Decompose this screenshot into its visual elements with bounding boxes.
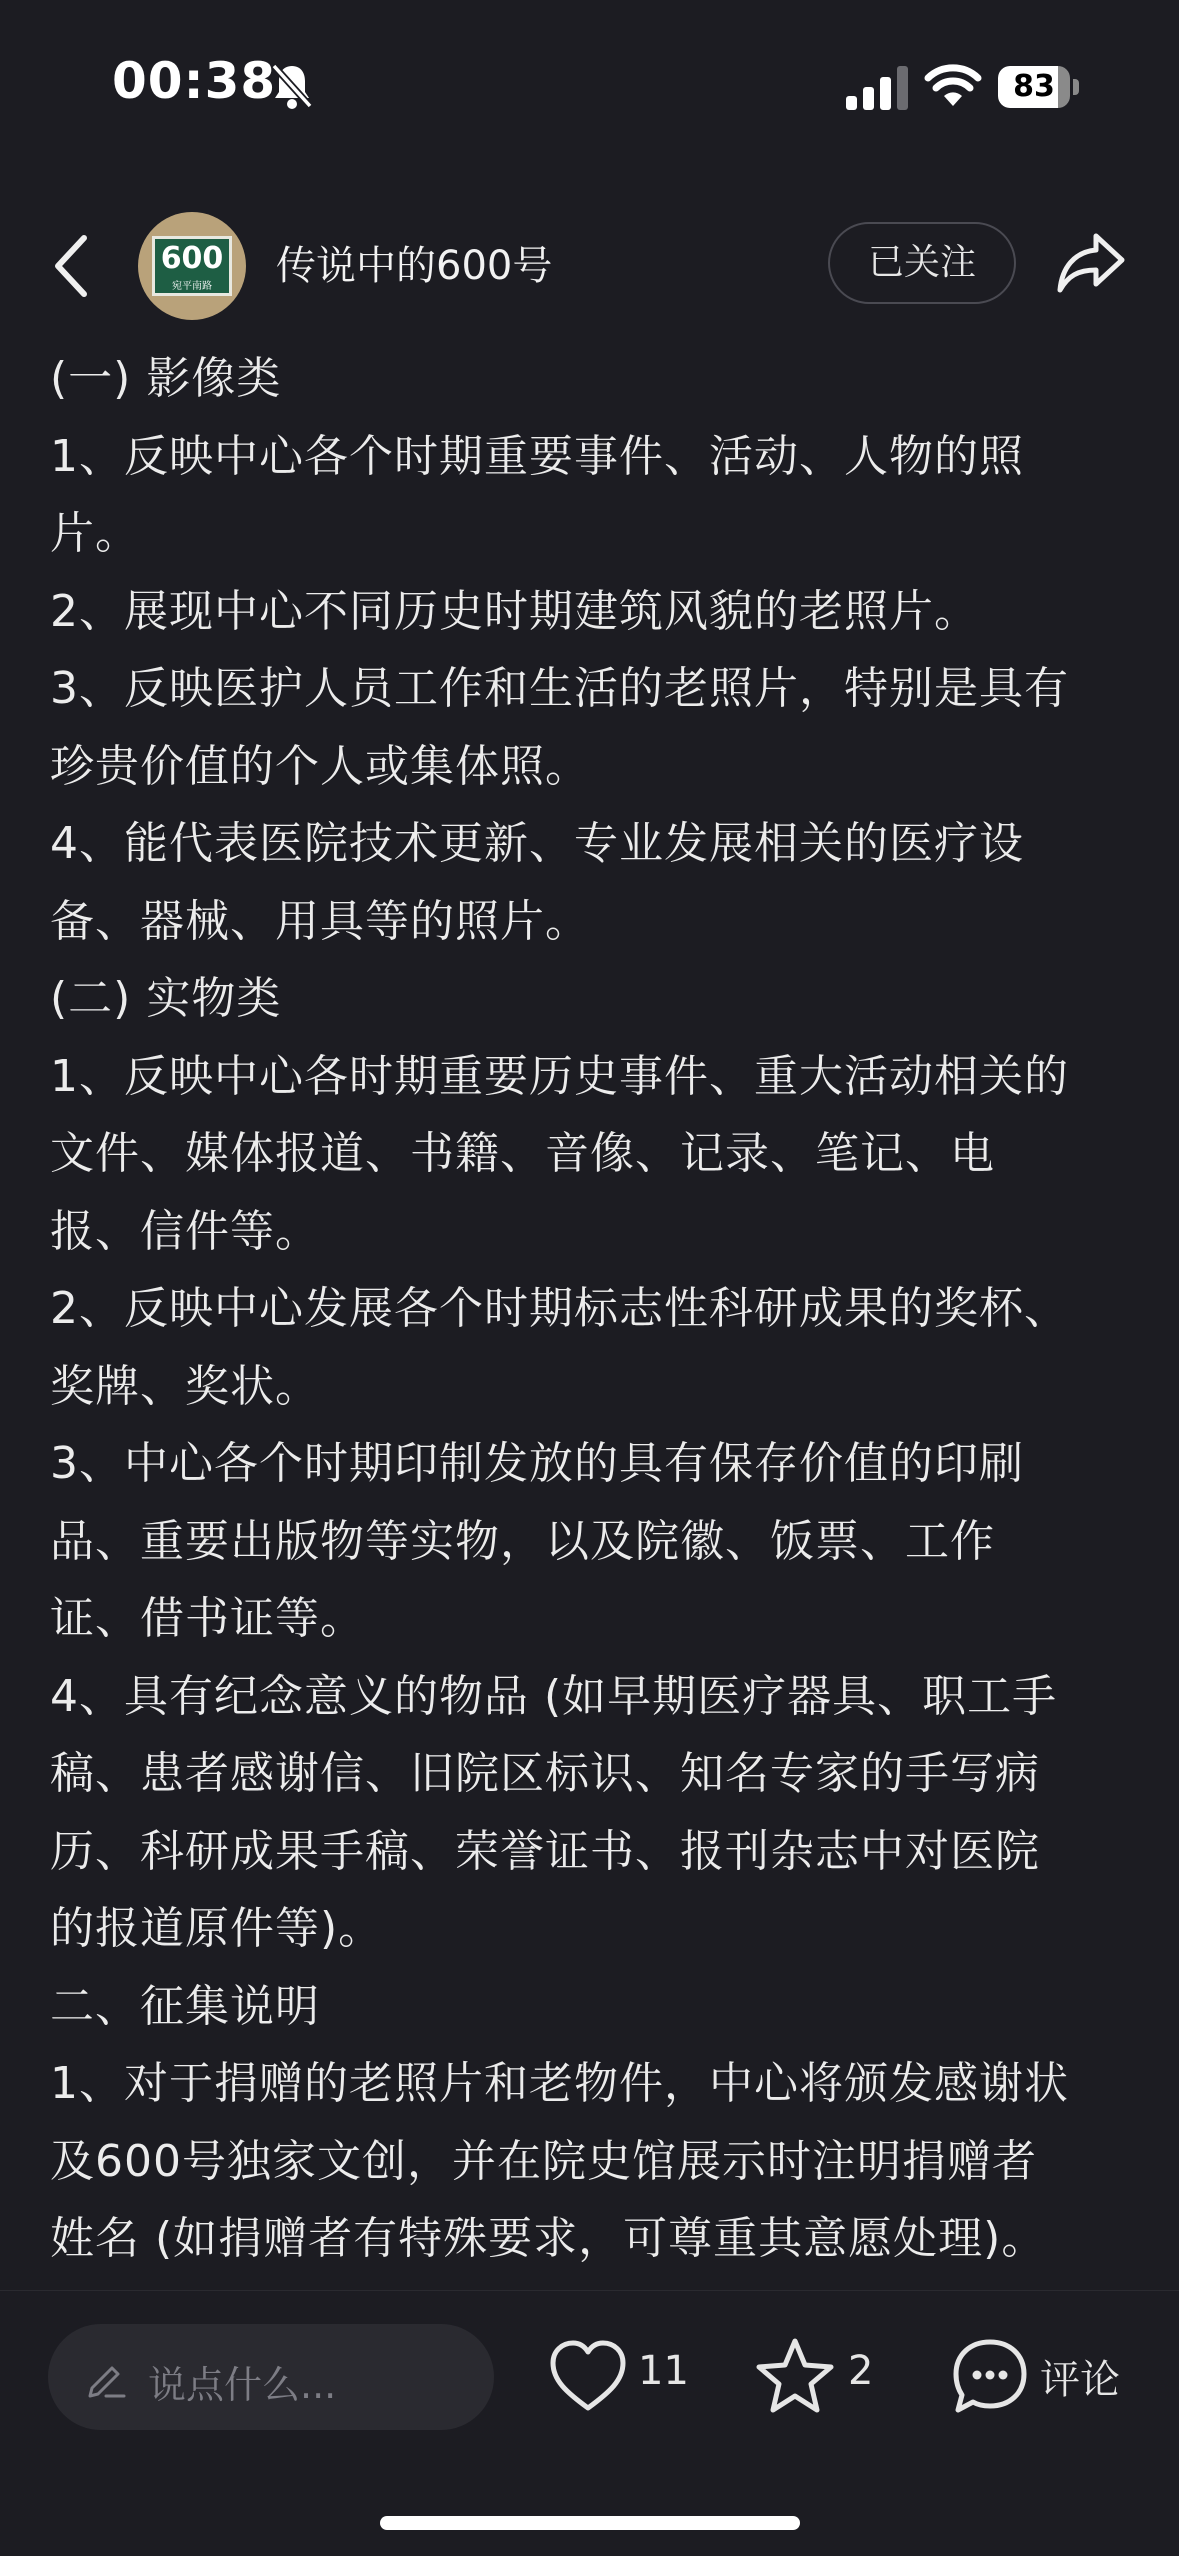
content-line: 二、征集说明 xyxy=(50,1980,320,2032)
content-line: (二) 实物类 xyxy=(50,973,282,1024)
battery-tip xyxy=(1073,79,1079,95)
content-line: 2、展现中心不同历史时期建筑风貌的老照片。 xyxy=(50,585,979,637)
content-line: 历、科研成果手稿、荣誉证书、报刊杂志中对医院 xyxy=(50,1825,1040,1877)
content-line: 4、能代表医院技术更新、专业发展相关的医疗设 xyxy=(50,818,1024,869)
content-line: 及600号独家文创，并在院史馆展示时注明捐赠者 xyxy=(50,2135,1037,2187)
content-line: 文件、媒体报道、书籍、音像、记录、笔记、电 xyxy=(50,1128,995,1179)
cellular-signal-icon xyxy=(846,66,908,110)
content-line: 1、反映中心各时期重要历史事件、重大活动相关的 xyxy=(50,1050,1069,1102)
content-line: (一) 影像类 xyxy=(50,353,282,404)
avatar[interactable] xyxy=(138,212,246,320)
home-indicator[interactable] xyxy=(380,2516,800,2530)
chat-bubble-icon[interactable] xyxy=(950,2336,1030,2416)
account-name[interactable]: 传说中的600号 xyxy=(276,243,553,289)
bell-slash-icon xyxy=(270,62,314,110)
content-line: 珍贵价值的个人或集体照。 xyxy=(50,740,590,792)
content-line: 4、具有纪念意义的物品 (如早期医疗器具、职工手 xyxy=(50,1670,1058,1722)
post-content xyxy=(50,340,1140,2278)
follow-button[interactable]: 已关注 xyxy=(828,222,1016,304)
comment-label[interactable]: 评论 xyxy=(1040,2357,1120,2403)
avatar-sign xyxy=(152,236,232,296)
content-line: 3、中心各个时期印制发放的具有保存价值的印刷 xyxy=(50,1438,1024,1489)
heart-icon[interactable] xyxy=(548,2338,628,2414)
battery-level: 83 xyxy=(1013,69,1055,104)
content-line: 奖牌、奖状。 xyxy=(50,1360,320,1412)
content-line: 稿、患者感谢信、旧院区标识、知名专家的手写病 xyxy=(50,1748,1040,1799)
content-line: 备、器械、用具等的照片。 xyxy=(50,895,590,947)
status-bar xyxy=(0,0,1179,170)
post-header xyxy=(0,200,1179,330)
battery-body xyxy=(998,66,1070,108)
wifi-icon xyxy=(924,62,982,106)
pencil-icon xyxy=(84,2356,128,2400)
content-line: 片。 xyxy=(50,508,140,559)
avatar-sign-subtext: 宛平南路 xyxy=(172,281,212,292)
battery-indicator xyxy=(998,66,1080,108)
bottom-divider xyxy=(0,2290,1179,2291)
content-line: 1、反映中心各个时期重要事件、活动、人物的照 xyxy=(50,430,1024,482)
content-line: 品、重要出版物等实物，以及院徽、饭票、工作 xyxy=(50,1515,995,1567)
content-line: 报、信件等。 xyxy=(50,1205,320,1257)
chevron-left-icon[interactable] xyxy=(48,232,98,300)
content-line: 姓名 (如捐赠者有特殊要求，可尊重其意愿处理)。 xyxy=(50,2213,1047,2264)
content-line: 3、反映医护人员工作和生活的老照片，特别是具有 xyxy=(50,663,1069,714)
comment-input[interactable] xyxy=(48,2324,494,2430)
star-icon[interactable] xyxy=(754,2336,836,2416)
bottom-action-bar xyxy=(0,2320,1179,2440)
share-arrow-icon[interactable] xyxy=(1056,230,1126,296)
content-line: 证、借书证等。 xyxy=(50,1593,365,1644)
content-line: 1、对于捐赠的老照片和老物件，中心将颁发感谢状 xyxy=(50,2058,1069,2109)
status-time: 00:38 xyxy=(112,52,277,110)
comment-placeholder: 说点什么... xyxy=(148,2363,337,2407)
like-count: 11 xyxy=(638,2348,689,2394)
content-line: 2、反映中心发展各个时期标志性科研成果的奖杯、 xyxy=(50,1283,1069,1334)
avatar-sign-number: 600 xyxy=(160,241,224,276)
star-count: 2 xyxy=(848,2348,874,2394)
content-line: 的报道原件等)。 xyxy=(50,1903,384,1954)
